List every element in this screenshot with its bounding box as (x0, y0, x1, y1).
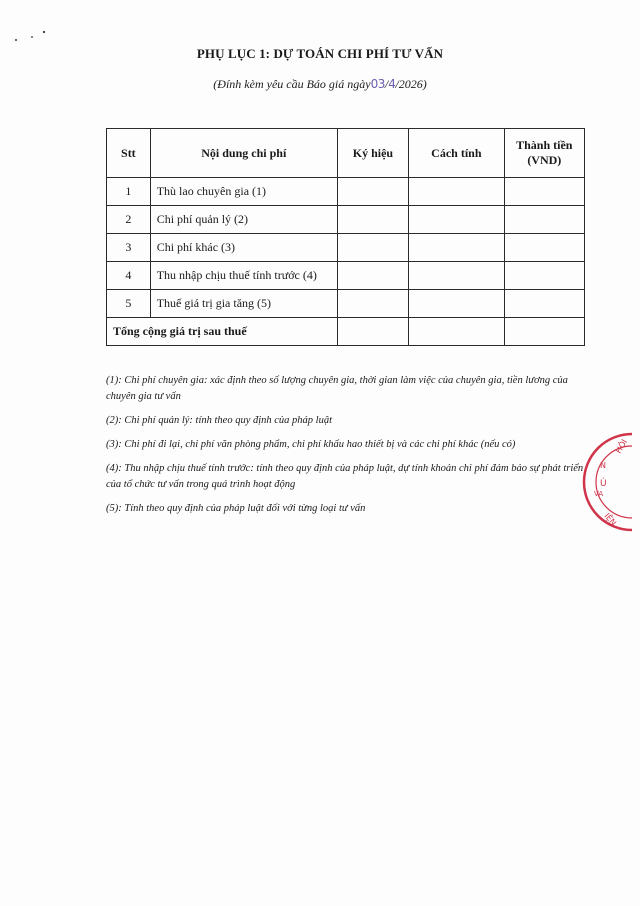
row-stt: 5 (107, 290, 151, 318)
row-amount-cell (504, 234, 584, 262)
header-method: Cách tính (409, 129, 505, 178)
table-row (107, 234, 585, 262)
footnote: (1): Chi phí chuyên gia: xác định theo số lượng chuyên gia, thời gian làm việc của chuyên gia, tiền lương của chuyên gia tư vấn (106, 375, 568, 402)
row-content: Thuế giá trị gia tăng (5) (150, 290, 337, 318)
header-content: Nội dung chi phí (150, 129, 337, 178)
svg-text:HỘI: HỘI (613, 437, 630, 455)
table-row (107, 262, 585, 290)
row-amount-cell (504, 262, 584, 290)
handwritten-day: 03 (370, 77, 385, 91)
cost-estimate-table (106, 128, 585, 346)
row-symbol-cell (337, 290, 408, 318)
svg-text:IỆN: IỆN (602, 511, 618, 528)
table-header-row (107, 129, 585, 178)
row-symbol-cell (337, 262, 408, 290)
row-method-cell (409, 178, 505, 206)
row-method-cell (409, 262, 505, 290)
date-separator: / (384, 77, 389, 91)
row-method-cell (409, 206, 505, 234)
svg-text:VA: VA (594, 490, 604, 498)
total-method-cell (409, 318, 505, 346)
page-title: PHỤ LỤC 1: DỰ TOÁN CHI PHÍ TƯ VẤN (196, 46, 444, 61)
subtitle-prefix: (Đính kèm yêu cầu Báo giá ngày (213, 77, 371, 91)
total-row (107, 318, 585, 346)
row-symbol-cell (337, 206, 408, 234)
header-symbol: Ký hiệu (337, 129, 408, 178)
footnote: (4): Thu nhập chịu thuế tính trước: tính theo quy định của pháp luật, dự tính khoản chi phí đảm bảo sự phát triển của tổ chức tư vấn trong quá trình hoạt động (106, 463, 584, 490)
total-amount-cell (504, 318, 584, 346)
row-symbol-cell (337, 178, 408, 206)
row-stt: 4 (107, 262, 151, 290)
row-method-cell (409, 290, 505, 318)
row-content: Chi phí khác (3) (150, 234, 337, 262)
official-seal-stamp (580, 430, 640, 539)
row-amount-cell (504, 290, 584, 318)
footnote: (3): Chi phí đi lại, chi phí văn phòng phẩm, chi phí khấu hao thiết bị và các chi phí khác (nếu có) (106, 439, 516, 450)
row-stt: 1 (107, 178, 151, 206)
row-stt: 3 (107, 234, 151, 262)
row-method-cell (409, 234, 505, 262)
svg-text:Ú: Ú (600, 479, 607, 489)
table-row (107, 178, 585, 206)
total-symbol-cell (337, 318, 408, 346)
table-row (107, 290, 585, 318)
row-content: Chi phí quản lý (2) (150, 206, 337, 234)
table-row (107, 206, 585, 234)
footnote: (2): Chi phí quản lý: tính theo quy định của pháp luật (106, 415, 333, 426)
footnotes (106, 373, 596, 525)
page-subtitle (0, 77, 640, 92)
row-stt: 2 (107, 206, 151, 234)
handwritten-month: 4 (388, 77, 396, 91)
row-amount-cell (504, 206, 584, 234)
row-amount-cell (504, 178, 584, 206)
footnote: (5): Tính theo quy định của pháp luật đối với từng loại tư vấn (106, 503, 366, 514)
row-symbol-cell (337, 234, 408, 262)
header-stt: Stt (107, 129, 151, 178)
subtitle-suffix: /2026) (395, 77, 427, 91)
header-amount: Thành tiền (VND) (504, 129, 584, 178)
total-label: Tổng cộng giá trị sau thuế (107, 318, 338, 346)
row-content: Thu nhập chịu thuế tính trước (4) (150, 262, 337, 290)
row-content: Thù lao chuyên gia (1) (150, 178, 337, 206)
svg-text:N: N (600, 461, 606, 470)
